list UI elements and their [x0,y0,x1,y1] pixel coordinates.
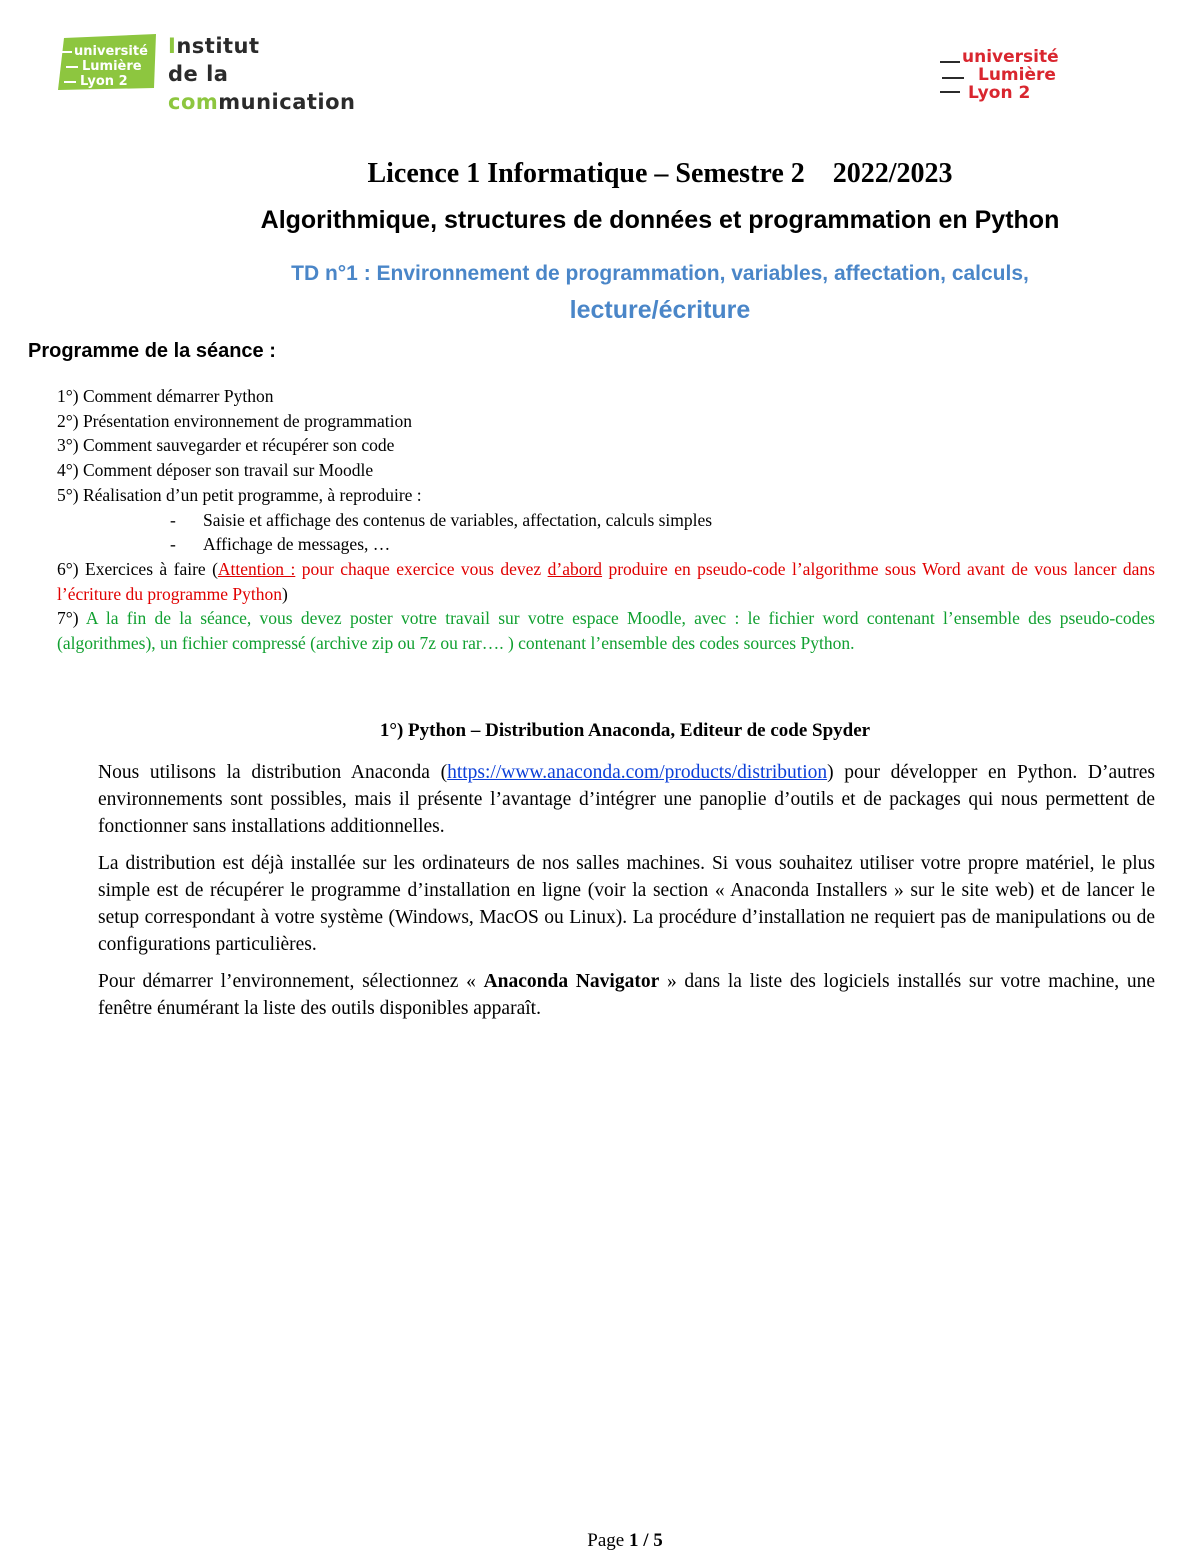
universite-lyon2-logo-green [58,34,158,90]
paragraph-navigator [98,968,1155,1022]
abord-word: d’abord [547,558,603,579]
list-item: 5°) Réalisation d’un petit programme, à reproduire : [57,484,422,505]
attention-label: Attention : [217,558,296,579]
programme-heading: Programme de la séance : [28,340,276,362]
page-footer [0,1530,1200,1552]
page-label: Page [587,1530,629,1551]
logo-left-line1: université [74,44,148,59]
item6-prefix: 6°) Exercices à faire ( [57,558,218,579]
list-item: 4°) Comment déposer son travail sur Moodle [57,460,374,481]
sub-list-item: - Saisie et affichage des contenus de variables, affectation, calculs simples [170,509,713,530]
universite-lyon2-logo-red [938,40,1068,104]
document-title-course: Licence 1 Informatique – Semestre 2 2022/2023 [367,158,953,189]
paragraph-installation: La distribution est déjà installée sur les ordinateurs de nos salles machines. Si vous souhaitez utiliser votre propre matériel, le plus simple est de récupérer le programme d’installation en ligne (voir la section « Anaconda Installers » sur le site web) et de lancer le setup correspondant à votre système (Windows, MacOS ou Linux). La procédure d’installation ne requiert pas de manipulations ou de configurations particulières. [98,853,1155,955]
logo-institut-line2: de la [168,62,229,86]
logo-right-line3: Lyon 2 [968,83,1031,103]
anaconda-navigator-term: Anaconda Navigator [483,971,660,992]
sub-list-item-text: Affichage de messages, … [203,534,391,555]
programme-list [57,384,1155,656]
page-separator: / [638,1530,654,1551]
item6-rest: produire en pseudo-code l’algorithme sous Word avant de vous lancer dans l’écriture du programme Python [57,558,1155,604]
list-item: 1°) Comment démarrer Python [57,386,274,406]
anaconda-link[interactable]: https://www.anaconda.com/products/distribution [447,762,828,783]
logo-right-line1: université [962,47,1059,67]
item6-suffix: ) [282,583,288,604]
logo-left-line2: Lumière [82,59,142,74]
p3-text-a: Pour démarrer l’environnement, sélectionnez « [98,971,484,992]
list-item-exercises [57,557,1155,606]
item6-mid: pour chaque exercice vous devez [295,558,548,579]
item7-prefix: 7°) [57,608,86,629]
p1-text-a: Nous utilisons la distribution Anaconda ( [98,762,448,783]
institut-communication-logo [168,32,355,116]
page-total: 5 [653,1530,663,1551]
page-current: 1 [628,1530,639,1551]
td-title-line2: lecture/écriture [569,296,751,324]
document-title-subject: Algorithmique, structures de données et programmation en Python [260,206,1060,234]
logo-right-line2: Lumière [978,65,1056,85]
document-title-td [0,256,1200,328]
p3-text-b: » dans la liste des logiciels installés sur votre machine, une fenêtre énumérant la liste des outils disponibles apparaît. [98,971,1156,1019]
logo-institut-line1: Institut [168,34,260,58]
section-1-body [98,759,1155,1032]
list-item: 3°) Comment sauvegarder et récupérer son code [57,435,395,456]
sub-list-item: - Affichage de messages, … [170,534,391,555]
list-item: 2°) Présentation environnement de programmation [57,410,412,431]
logo-left-line3: Lyon 2 [80,74,128,89]
section-1-title: 1°) Python – Distribution Anaconda, Editeur de code Spyder [379,720,871,741]
sub-list-item-text: Saisie et affichage des contenus de variables, affectation, calculs simples [203,509,713,530]
paragraph-anaconda [98,759,1155,840]
td-title-line1: TD n°1 : Environnement de programmation, variables, affectation, calculs, [291,262,1029,285]
logo-institut-line3: communication [168,90,356,114]
item7-text: A la fin de la séance, vous devez poster votre travail sur votre espace Moodle, avec : le fichier word contenant l’ensemble des pseudo-codes (algorithmes), un fichier compressé (archive zip ou 7z ou rar…. ) contenant l’ensemble des codes sources Python. [57,608,1155,654]
p1-text-b: ) pour développer en Python. D’autres environnements sont possibles, mais il présente l’avantage d’intégrer une panoplie d’outils et de packages qui nous permettent de fonctionner sans installations additionnelles. [98,762,1156,837]
list-item-submission [57,606,1155,655]
